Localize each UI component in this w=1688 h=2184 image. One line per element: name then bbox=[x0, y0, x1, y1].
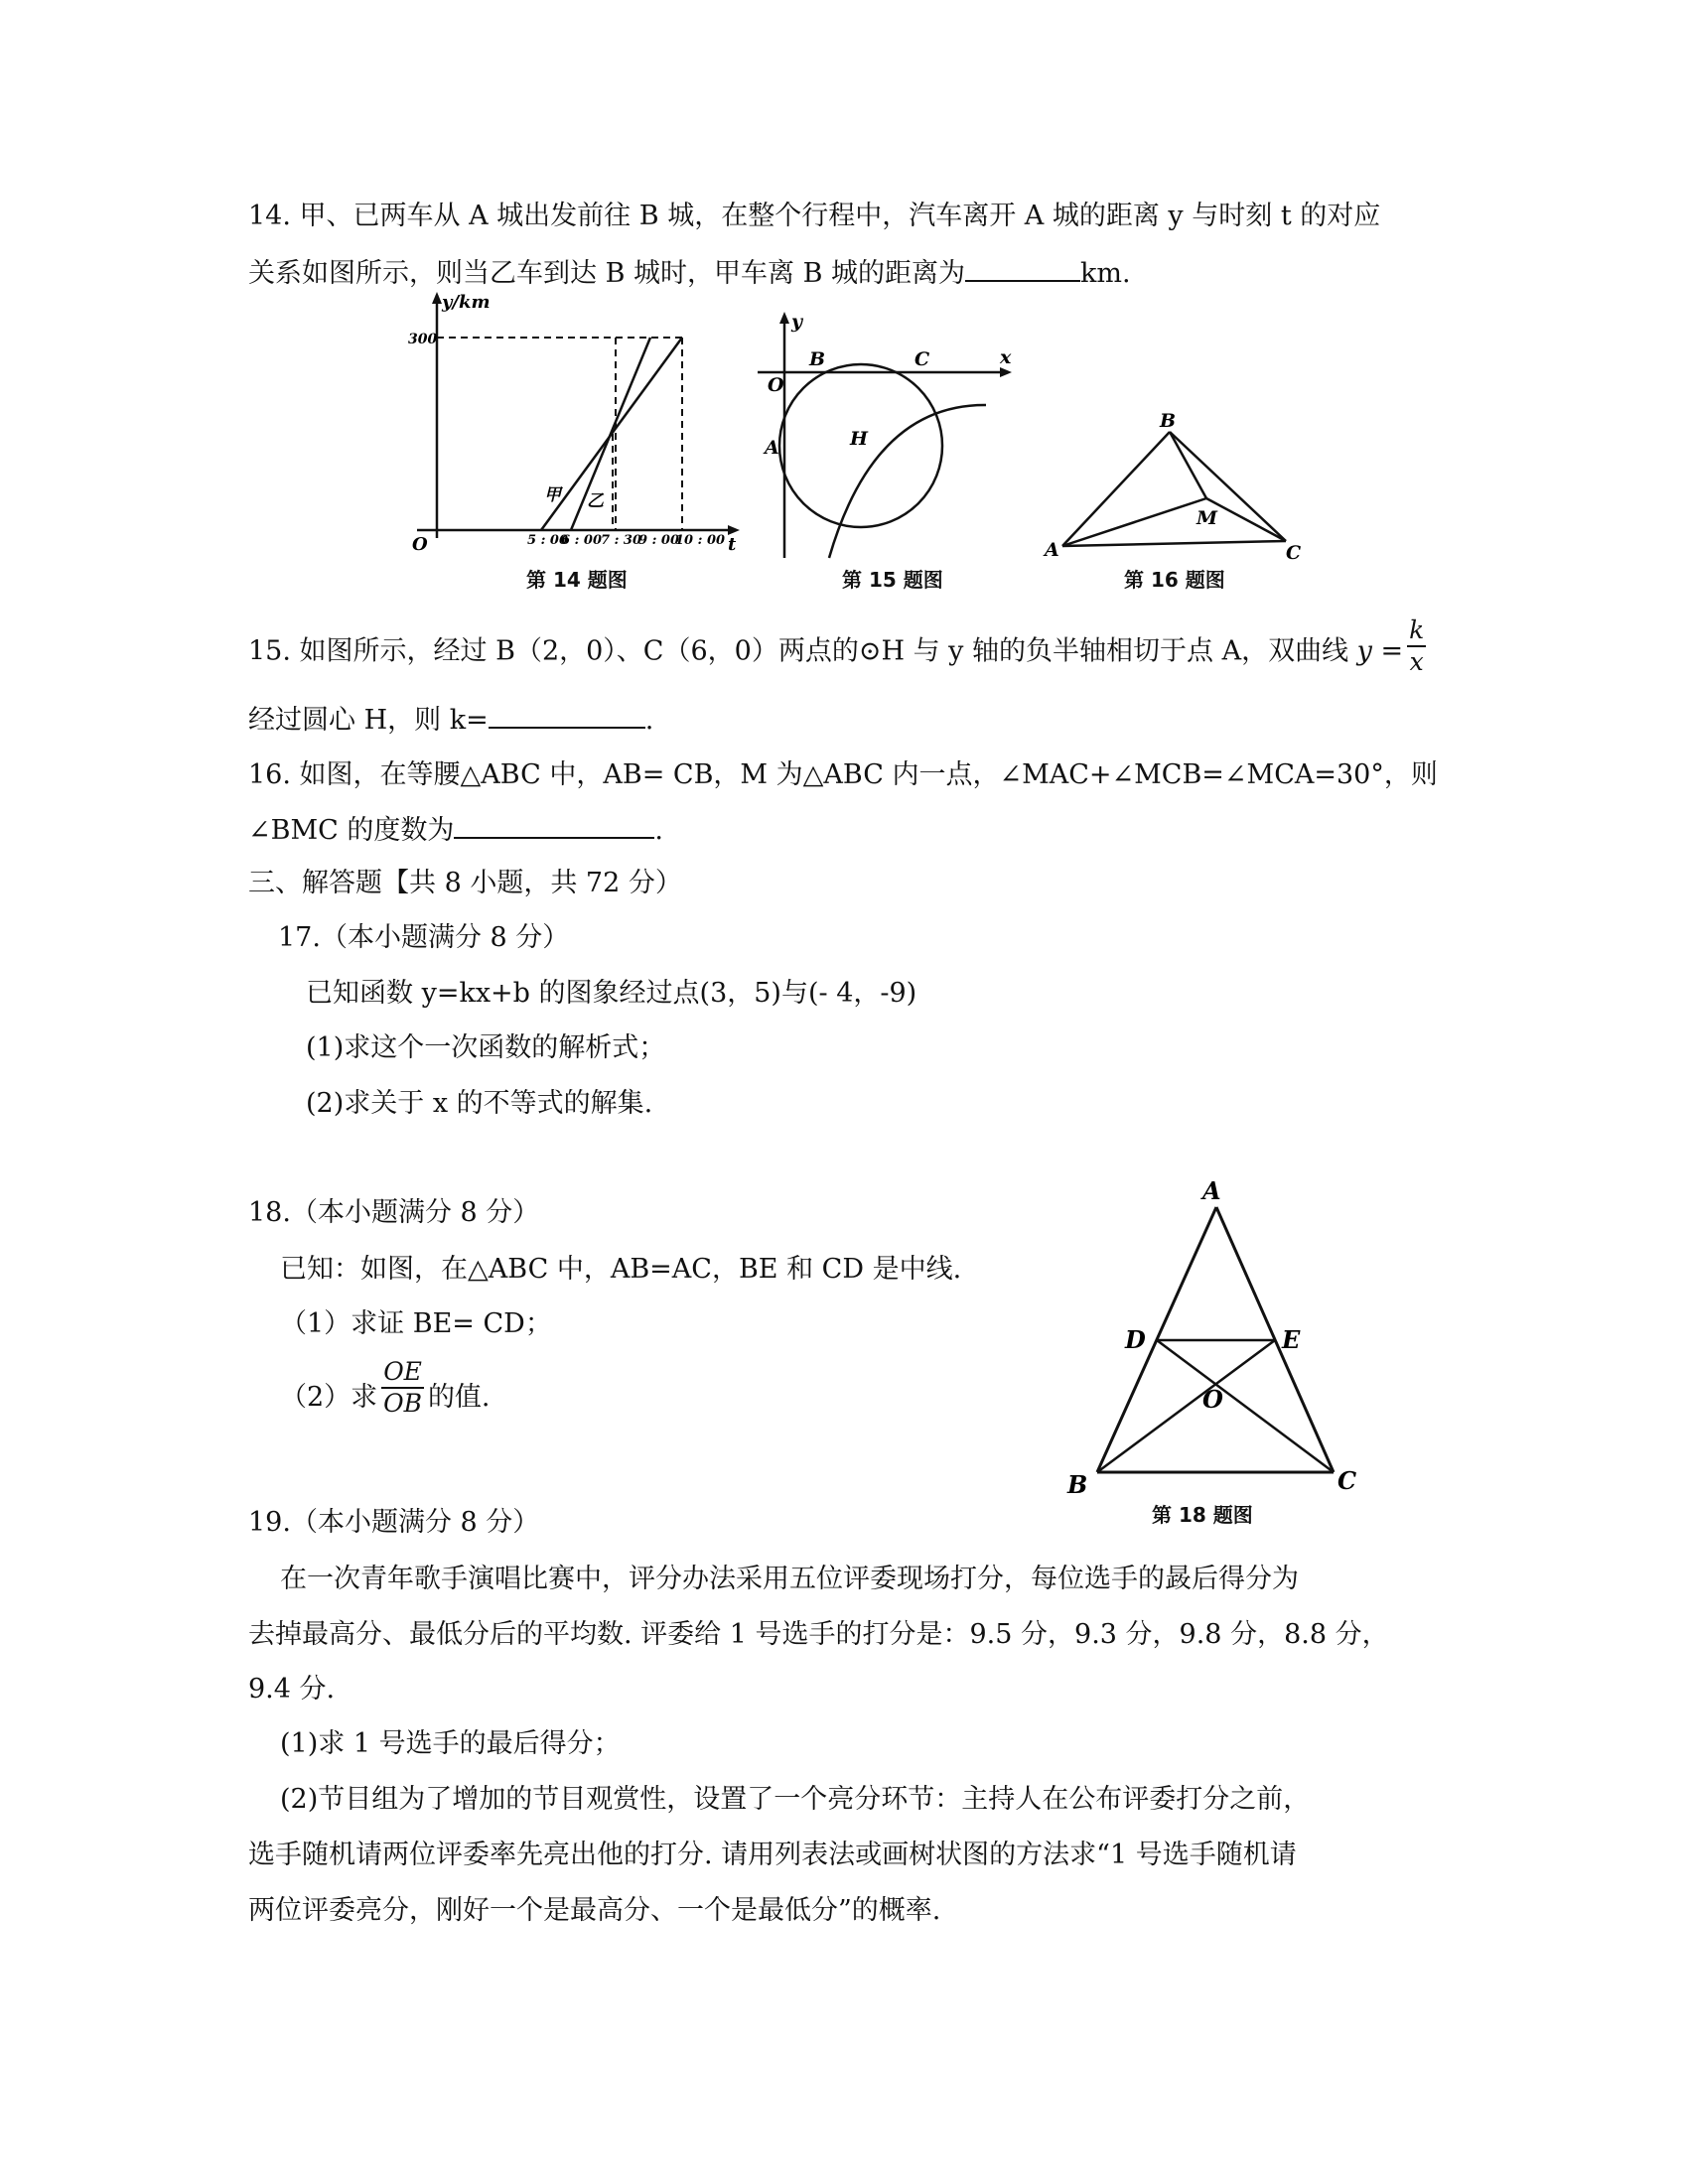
q16-line-2 bbox=[248, 811, 663, 851]
figure-18-caption: 第 18 题图 bbox=[1152, 1503, 1253, 1527]
q18-part-1: （1）求证 BE= CD； bbox=[280, 1308, 552, 1339]
formula-k-over-x bbox=[1407, 615, 1426, 677]
q19-title: 19.（本小题满分 8 分） bbox=[248, 1507, 540, 1538]
q19-line-3: 9.4 分. bbox=[248, 1674, 336, 1705]
q17-part-1: (1)求这个一次函数的解析式； bbox=[306, 1032, 666, 1063]
y-axis-label: y/km bbox=[442, 292, 491, 313]
q15-line-2 bbox=[248, 701, 653, 741]
answer-blank bbox=[454, 811, 654, 839]
q14-unit: km. bbox=[1080, 258, 1131, 289]
m-label: M bbox=[1196, 507, 1218, 529]
q19-line-2: 去掉最高分、最低分后的平均数. 评委给 1 号选手的打分是：9.5 分，9.3 分，9.8 分，8.8 分， bbox=[248, 1619, 1389, 1650]
y-label: y bbox=[791, 311, 803, 333]
origin-label: O bbox=[412, 534, 428, 555]
c-label: C bbox=[914, 348, 930, 370]
q17-title: 17.（本小题满分 8 分） bbox=[278, 922, 570, 953]
q19-part-2-line-1: (2)节目组为了增加的节目观赏性，设置了一个亮分环节：主持人在公布评委打分之前， bbox=[280, 1784, 1311, 1815]
b-label: B bbox=[1067, 1470, 1088, 1497]
x-label: x bbox=[1000, 346, 1012, 368]
q19-part-1: (1)求 1 号选手的最后得分； bbox=[280, 1728, 621, 1759]
q18-title: 18.（本小题满分 8 分） bbox=[248, 1197, 540, 1228]
q18-part-2-end: 的值. bbox=[427, 1382, 491, 1413]
q16-period: . bbox=[654, 815, 663, 846]
y-tick-300: 300 bbox=[408, 332, 438, 347]
formula-num: k bbox=[1407, 615, 1426, 647]
x-tick-0: 5 : 00 bbox=[527, 533, 568, 548]
d-label: D bbox=[1125, 1325, 1146, 1354]
q17-part-2: (2)求关于 x 的不等式的解集. bbox=[306, 1088, 653, 1119]
frac-den: OB bbox=[383, 1388, 422, 1418]
q15-period: . bbox=[644, 705, 654, 736]
q15-line-1-text: 15. 如图所示，经过 B（2，0）、C（6，0）两点的⊙H 与 y 轴的负半轴相切于点 A，双曲线 bbox=[248, 635, 1349, 667]
figure-16-caption: 第 16 题图 bbox=[1124, 568, 1225, 592]
x-tick-3: 9 : 00 bbox=[638, 533, 679, 548]
c-label: C bbox=[1286, 542, 1302, 561]
x-tick-4: 10 : 00 bbox=[675, 533, 726, 548]
figure-18 bbox=[1057, 1179, 1375, 1497]
formula-lhs: y = bbox=[1356, 635, 1404, 667]
a-label: A bbox=[1045, 539, 1059, 561]
b-label: B bbox=[1160, 410, 1177, 432]
figure-14-caption: 第 14 题图 bbox=[526, 568, 628, 592]
figure-15-caption: 第 15 题图 bbox=[842, 568, 943, 592]
q19-part-2-line-2: 选手随机请两位评委率先亮出他的打分. 请用列表法或画树状图的方法求“1 号选手随机请 bbox=[248, 1840, 1297, 1870]
q14-line-1: 14. 甲、已两车从 A 城出发前往 B 城，在整个行程中，汽车离开 A 城的距离 y 与时刻 t 的对应 bbox=[248, 201, 1381, 231]
q16-line-1: 16. 如图，在等腰△ABC 中，AB= CB，M 为△ABC 内一点，∠MAC+∠MCB=∠MCA=30°，则 bbox=[248, 759, 1438, 790]
answer-blank bbox=[965, 254, 1080, 282]
figure-14 bbox=[402, 290, 745, 558]
q18-part-2-text: （2）求 bbox=[280, 1382, 378, 1413]
o-label: O bbox=[768, 374, 784, 396]
h-label: H bbox=[850, 428, 868, 450]
a-label: A bbox=[1202, 1179, 1221, 1205]
q18-part-2 bbox=[280, 1356, 491, 1419]
x-axis-label: t bbox=[728, 534, 737, 555]
section-3-heading: 三、解答题【共 8 小题，共 72 分） bbox=[248, 868, 682, 898]
frac-num: OE bbox=[381, 1357, 424, 1389]
q14-line-2-text: 关系如图所示，则当乙车到达 B 城时，甲车离 B 城的距离为 bbox=[248, 258, 966, 289]
q17-stem: 已知函数 y=kx+b 的图象经过点(3，5)与(- 4，-9) bbox=[306, 978, 917, 1009]
q19-line-1: 在一次青年歌手演唱比赛中，评分办法采用五位评委现场打分，每位选手的晸后得分为 bbox=[280, 1564, 1299, 1594]
q15-line-2-text: 经过圆心 H，则 k= bbox=[248, 705, 489, 736]
q18-stem: 已知：如图，在△ABC 中，AB=AC，BE 和 CD 是中线. bbox=[280, 1254, 962, 1285]
line-yi bbox=[571, 338, 650, 530]
q15-line-1 bbox=[248, 615, 1430, 677]
answer-blank bbox=[489, 701, 645, 729]
figure-16 bbox=[1033, 402, 1311, 561]
o-label: O bbox=[1202, 1385, 1223, 1414]
formula-den: x bbox=[1409, 647, 1424, 676]
q19-part-2-line-3: 两位评委亮分，刚好一个是最高分、一个是最低分”的概率. bbox=[248, 1895, 941, 1926]
fraction-oe-ob bbox=[381, 1357, 424, 1419]
b-label: B bbox=[809, 348, 826, 370]
c-label: C bbox=[1337, 1466, 1357, 1495]
a-label: A bbox=[765, 437, 779, 459]
label-jia: 甲 bbox=[544, 485, 561, 505]
label-yi: 乙 bbox=[587, 491, 604, 511]
q16-line-2-text: ∠BMC 的度数为 bbox=[248, 815, 455, 846]
e-label: E bbox=[1282, 1325, 1301, 1354]
x-tick-2: 7 : 30 bbox=[601, 533, 641, 548]
x-tick-1: 6 : 00 bbox=[561, 533, 602, 548]
figure-15 bbox=[750, 310, 1038, 560]
q14-line-2 bbox=[248, 254, 1131, 294]
